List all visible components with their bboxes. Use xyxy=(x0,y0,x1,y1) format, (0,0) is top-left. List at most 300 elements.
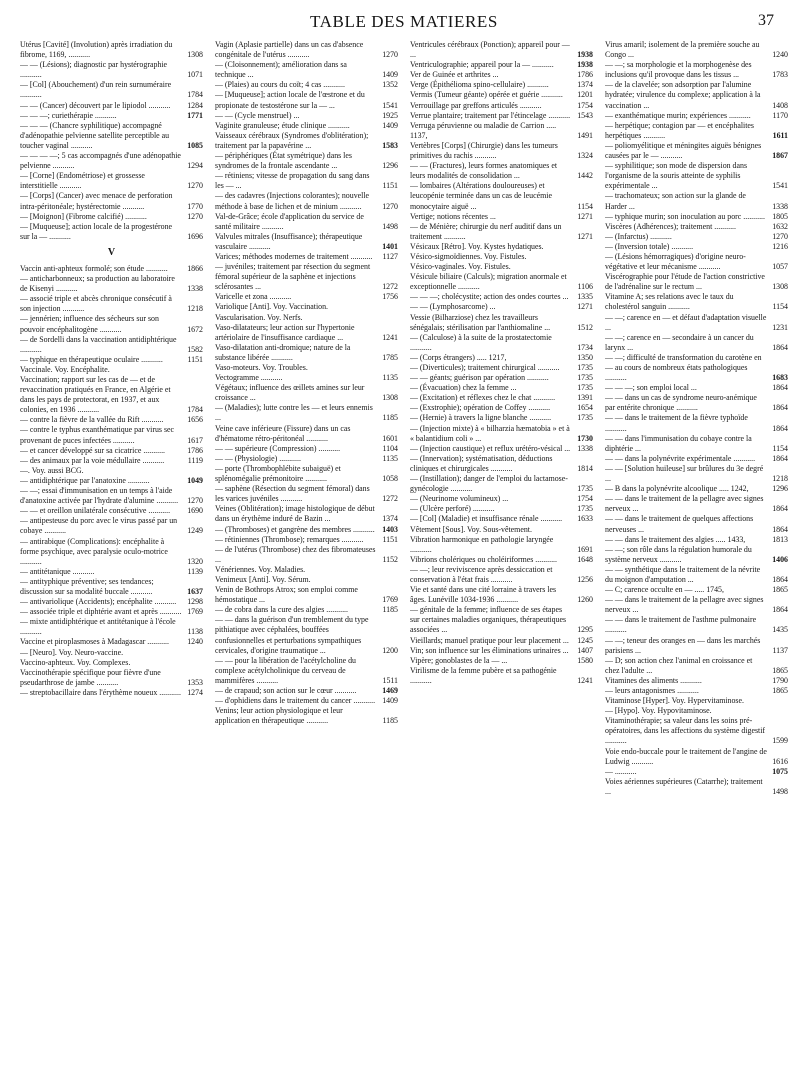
index-entry xyxy=(605,242,788,252)
entry-page-number: 1805 xyxy=(772,211,788,221)
index-entry xyxy=(410,181,593,211)
entry-page-number: 1218 xyxy=(772,474,788,484)
index-columns xyxy=(20,40,788,1070)
entry-text: — associé triple et abcès chronique consécutif à son injection ........... xyxy=(20,294,172,314)
index-entry xyxy=(410,656,593,666)
entry-page-number: 1784 xyxy=(187,405,203,415)
entry-text: — [Col] (Abouchement) d'un rein surnuméraire ........... xyxy=(20,80,172,100)
index-entry xyxy=(215,545,398,565)
entry-page-number: 1231 xyxy=(772,322,788,332)
index-entry xyxy=(410,393,593,403)
index-entry xyxy=(20,658,203,668)
index-entry xyxy=(215,424,398,444)
index-entry xyxy=(20,648,203,658)
entry-text: — — dans le traitement de l'asthme pulmonaire ........... xyxy=(605,615,757,635)
entry-page-number: 1241 xyxy=(382,332,398,342)
index-entry xyxy=(605,222,788,232)
index-entry xyxy=(605,121,788,141)
index-entry xyxy=(215,525,398,535)
entry-page-number: 1249 xyxy=(187,526,203,536)
index-entry xyxy=(410,121,593,141)
entry-text: — rétiniens; vitesse de propagation du sang dans les — ... xyxy=(215,171,370,191)
entry-text: — —; son rôle dans la régulation humorale du système nerveux ........... xyxy=(605,544,752,564)
index-entry xyxy=(20,151,203,171)
index-entry xyxy=(410,494,593,504)
entry-page-number: 1270 xyxy=(187,496,203,506)
entry-text: — porte (Thrombophlébite subaiguë) et splénomégalie prémonitoire ........... xyxy=(215,463,341,484)
index-entry xyxy=(605,80,788,110)
index-entry xyxy=(20,668,203,688)
index-entry xyxy=(20,191,203,211)
entry-text: — génitale de la femme; influence de ses étapes sur certaines maladies organiques, thérapeutiques associées ... xyxy=(410,605,567,635)
entry-text: Vieillards; manuel pratique pour leur placement ... xyxy=(410,635,569,645)
entry-text: — de la clavelée; son adsorption par l'alumine hydratée; virulence du complexe; application à la vaccination ... xyxy=(605,80,761,110)
entry-page-number: 1324 xyxy=(577,151,593,161)
entry-page-number: 1272 xyxy=(382,282,398,292)
entry-page-number: 1391 xyxy=(577,393,593,403)
entry-page-number: 1408 xyxy=(772,100,788,110)
entry-text: — lombaires (Altérations douloureuses) et leucopénie terminée dans un cas de leucémie monocytaire aiguë ... xyxy=(410,181,552,211)
entry-text: — —; teneur des oranges en — dans les marchés parisiens ... xyxy=(605,635,761,655)
entry-page-number: 1469 xyxy=(382,686,398,695)
index-entry xyxy=(20,101,203,111)
entry-page-number: 1154 xyxy=(772,302,788,312)
entry-page-number: 1185 xyxy=(382,716,398,726)
entry-text: Utérus [Cavité] (Involution) après irradiation du fibrome, 1169, ........... xyxy=(20,40,173,60)
entry-text: Vésicule biliaire (Calculs); migration anormale et exceptionnelle ........... xyxy=(410,272,567,292)
entry-text: Ventricules cérébraux (Ponction); appareil pour — ... xyxy=(410,40,570,60)
index-entry xyxy=(20,355,203,365)
entry-page-number: 1284 xyxy=(187,100,203,110)
index-entry xyxy=(20,314,203,334)
entry-text: — —; carence en — et défaut d'adaptation visuelle ... xyxy=(605,312,767,332)
index-entry xyxy=(410,666,593,686)
index-entry xyxy=(410,413,593,423)
entry-text: — — dans la polynévrite expérimentale ........... xyxy=(605,453,756,463)
entry-text: Val-de-Grâce; école d'application du service de santé militaire ........... xyxy=(215,211,364,231)
entry-page-number: 1374 xyxy=(382,514,398,524)
entry-page-number: 1864 xyxy=(772,403,788,413)
index-entry xyxy=(215,535,398,545)
entry-text: Vaso-dilatation anti-dromique; nature de la substance libérée ........... xyxy=(215,342,351,362)
index-entry xyxy=(20,60,203,80)
entry-page-number: 1057 xyxy=(772,262,788,272)
index-entry xyxy=(215,313,398,323)
entry-text: Vibration harmonique en pathologie laryngée ........... xyxy=(410,534,554,554)
entry-text: — et cancer développé sur sa cicatrice ........... xyxy=(20,445,166,455)
entry-page-number: 1135 xyxy=(382,453,398,463)
index-entry xyxy=(410,383,593,393)
entry-text: Virilisme de la femme pubère et sa pathogénie ........... xyxy=(410,665,557,685)
entry-text: — (Instillation); danger de l'emploi du lactamose-gynécologie ........... xyxy=(410,474,568,494)
entry-page-number: 1256 xyxy=(577,574,593,584)
index-entry xyxy=(410,212,593,222)
entry-page-number: 1735 xyxy=(577,484,593,494)
entry-page-number: 1271 xyxy=(577,302,593,312)
entry-page-number: 1308 xyxy=(382,393,398,403)
index-entry xyxy=(20,335,203,355)
entry-text: — exanthématique murin; expériences ........... xyxy=(605,110,751,120)
entry-page-number: 1784 xyxy=(187,90,203,100)
entry-text: —. Voy. aussi BCG. xyxy=(20,465,84,475)
entry-text: — mixte antidiphtérique et antitétanique à l'école ........... xyxy=(20,617,176,637)
entry-text: — (Ulcère perforé) ........... xyxy=(410,504,495,514)
entry-page-number: 1409 xyxy=(382,696,398,706)
index-entry xyxy=(20,446,203,456)
entry-text: Venin de Bothrops Atrox; son emploi comme hémostatique ... xyxy=(215,585,358,605)
index-entry xyxy=(215,323,398,343)
index-entry xyxy=(605,292,788,312)
entry-page-number: 1270 xyxy=(187,211,203,221)
entry-text: Veines (Oblitération); image histologique de début dans un érythème induré de Bazin ... xyxy=(215,504,375,524)
entry-text: — herpétique; contagion par — et encéphalites herpétiques ........... xyxy=(605,120,754,140)
entry-page-number: 1656 xyxy=(187,415,203,425)
entry-page-number: 1865 xyxy=(772,686,788,695)
entry-text: Virus amaril; isolement de la première souche au Congo ... xyxy=(605,40,760,60)
entry-page-number: 1756 xyxy=(382,292,398,302)
index-entry xyxy=(410,262,593,272)
entry-text: — ........... xyxy=(605,766,637,776)
index-entry xyxy=(410,585,593,605)
entry-text: Viscérographie pour l'étude de l'action constrictive de l'adrénaline sur le rectum ... xyxy=(605,272,765,292)
entry-text: — B dans la polynévrite alcoolique ..... 1242, xyxy=(605,484,749,494)
index-entry xyxy=(605,313,788,333)
entry-page-number: 1583 xyxy=(382,140,398,150)
index-entry xyxy=(20,567,203,577)
index-entry xyxy=(20,375,203,415)
entry-page-number: 1139 xyxy=(187,566,203,576)
index-entry xyxy=(215,262,398,292)
index-entry xyxy=(410,70,593,80)
entry-page-number: 1200 xyxy=(382,645,398,655)
entry-text: Vaccinale. Voy. Encéphalite. xyxy=(20,364,110,374)
index-entry xyxy=(20,466,203,476)
index-entry xyxy=(605,383,788,393)
index-entry xyxy=(20,637,203,647)
index-entry xyxy=(410,60,593,70)
entry-page-number: 1271 xyxy=(577,211,593,221)
index-entry xyxy=(20,597,203,607)
entry-text: Vaccin anti-aphteux formolé; son étude ........... xyxy=(20,263,168,273)
entry-text: — — —; cholécystite; action des ondes courtes ... xyxy=(410,292,569,302)
entry-text: Verrouillage par greffons articulés ........... xyxy=(410,100,542,110)
index-entry xyxy=(605,636,788,656)
entry-page-number: 1864 xyxy=(772,383,788,393)
index-entry xyxy=(410,292,593,302)
index-entry xyxy=(215,403,398,423)
entry-text: — (Évacuation) chez la femme ... xyxy=(410,383,517,393)
entry-text: Vaso-moteurs. Voy. Troubles. xyxy=(215,363,308,372)
entry-page-number: 1786 xyxy=(187,445,203,455)
index-entry xyxy=(410,504,593,514)
index-entry xyxy=(20,577,203,597)
entry-text: Végétaux; influence des œillets amines sur leur croissance ... xyxy=(215,383,365,403)
entry-page-number: 1771 xyxy=(187,110,203,120)
entry-text: Vessie (Bilharziose) chez les travailleurs sénégalais; stérilisation par l'anthiomaline ... xyxy=(410,312,551,332)
entry-page-number: 1435 xyxy=(772,625,788,635)
entry-text: — associée triple et diphtérie avant et après ........... xyxy=(20,607,182,617)
entry-text: Varices; méthodes modernes de traitement ........... xyxy=(215,251,373,261)
entry-page-number: 1270 xyxy=(772,231,788,241)
index-entry xyxy=(215,504,398,524)
entry-page-number: 1616 xyxy=(772,756,788,766)
entry-text: Vibrions cholériques ou choléiriformes ........... xyxy=(410,554,558,564)
entry-text: — de Ménière; chirurgie du nerf auditif dans un traitement ........... xyxy=(410,221,562,241)
index-entry xyxy=(410,242,593,252)
entry-page-number: 1672 xyxy=(187,324,203,334)
index-entry xyxy=(215,686,398,696)
index-entry xyxy=(605,40,788,60)
index-entry xyxy=(215,656,398,686)
entry-text: — saphène (Résection du segment fémoral) dans les varices juvéniles ........... xyxy=(215,484,370,504)
index-entry xyxy=(605,535,788,545)
entry-text: — — (Lésions); diagnostic par hystérographie ........... xyxy=(20,60,168,80)
entry-text: — (Injection caustique) et reflux urétéro-vésical ... xyxy=(410,443,571,453)
page-number: 37 xyxy=(758,12,774,29)
index-entry xyxy=(410,333,593,353)
entry-text: — [Muqueuse]; action locale de la progestérone sur la — ........... xyxy=(20,221,173,241)
entry-page-number: 1654 xyxy=(577,403,593,413)
entry-text: — des cadavres (Injections colorantes); nouvelle méthode à base de lichen et de minium ........... xyxy=(215,191,370,211)
entry-page-number: 1690 xyxy=(187,506,203,516)
entry-page-number: 1216 xyxy=(772,241,788,251)
entry-page-number: 1075 xyxy=(772,766,788,776)
entry-page-number: 1783 xyxy=(772,70,788,80)
entry-page-number: 1617 xyxy=(187,435,203,445)
entry-text: — antidiphtérique par l'anatoxine ........... xyxy=(20,475,150,485)
index-entry xyxy=(605,333,788,353)
index-entry xyxy=(215,454,398,464)
entry-page-number: 1683 xyxy=(772,373,788,383)
entry-page-number: 1154 xyxy=(577,201,593,211)
entry-text: — [Corne] (Endométriose) et grossesse interstitielle ........... xyxy=(20,171,145,191)
entry-page-number: 1308 xyxy=(187,50,203,60)
entry-page-number: 1498 xyxy=(772,786,788,796)
entry-page-number: 1865 xyxy=(772,585,788,595)
entry-page-number: 1154 xyxy=(772,443,788,453)
entry-text: — — (Cancer) découvert par le lipiodol ........... xyxy=(20,100,171,110)
index-entry xyxy=(215,565,398,575)
entry-text: — — dans l'immunisation du cobaye contre la diphtérie ... xyxy=(605,433,752,453)
index-entry xyxy=(410,636,593,646)
entry-page-number: 1119 xyxy=(187,455,203,465)
entry-page-number: 1241 xyxy=(577,675,593,685)
entry-page-number: 1491 xyxy=(577,130,593,140)
entry-text: Vaso-dilatateurs; leur action sur l'hypertonie artériolaire de l'insuffisance cardiaque ... xyxy=(215,322,355,342)
index-entry xyxy=(410,252,593,262)
entry-page-number: 1407 xyxy=(577,645,593,655)
index-entry xyxy=(410,605,593,635)
entry-page-number: 1865 xyxy=(772,665,788,675)
entry-page-number: 1218 xyxy=(187,304,203,314)
index-entry xyxy=(215,292,398,302)
entry-page-number: 1735 xyxy=(577,373,593,383)
entry-page-number: 1541 xyxy=(382,100,398,110)
index-entry xyxy=(605,252,788,272)
entry-text: Vaginite granuleuse; étude clinique ........... xyxy=(215,120,350,130)
entry-text: Vésicaux [Rétro]. Voy. Kystes hydatiques. xyxy=(410,241,544,251)
entry-page-number: 1790 xyxy=(772,675,788,685)
entry-text: — contre le typhus exanthématique par virus sec provenant de puces infectées ........... xyxy=(20,425,175,445)
index-entry xyxy=(605,706,788,716)
entry-text: Vitaminothérapie; sa valeur dans les soins pré-opératoires, dans les affections du système digestif ........... xyxy=(605,716,766,746)
index-entry xyxy=(410,302,593,312)
index-entry xyxy=(605,585,788,595)
entry-text: — (Plaies) au cours du coït; 4 cas ........... xyxy=(215,80,345,90)
entry-text: Vin; son influence sur les éliminations urinaires ... xyxy=(410,645,569,655)
entry-text: Vésico-vaginales. Voy. Fistules. xyxy=(410,262,511,272)
index-entry xyxy=(605,413,788,433)
index-entry xyxy=(410,141,593,161)
entry-text: Vésico-sigmoïdiennes. Voy. Fistules. xyxy=(410,251,527,261)
entry-text: Venimeux [Anti]. Voy. Sérum. xyxy=(215,574,311,584)
index-entry xyxy=(215,111,398,121)
entry-page-number: 1814 xyxy=(577,463,593,473)
index-entry xyxy=(605,615,788,635)
index-entry xyxy=(605,212,788,222)
entry-page-number: 1137 xyxy=(772,645,788,655)
entry-text: Vitamines des aliments ........... xyxy=(605,675,702,685)
index-entry xyxy=(215,60,398,80)
index-entry xyxy=(605,434,788,454)
entry-text: — — et oreillon unilatérale consécutive ........... xyxy=(20,506,171,516)
index-entry xyxy=(215,232,398,252)
entry-page-number: 1058 xyxy=(382,474,398,484)
entry-text: Vaccinothérapie spécifique pour fièvre d'une pseudarthrose de jambe ........... xyxy=(20,667,161,687)
entry-text: — — géants; guérison par opération ........... xyxy=(410,373,549,383)
index-entry xyxy=(20,294,203,314)
entry-text: — — dans un cas de syndrome neuro-anémique par entérite chronique ........... xyxy=(605,393,757,413)
entry-page-number: 1938 xyxy=(577,60,593,70)
entry-text: — (Exstrophie); opération de Coffey ........... xyxy=(410,403,551,413)
entry-page-number: 1754 xyxy=(577,494,593,504)
entry-text: — — — —; 5 cas accompagnés d'une adénopathie pelvienne ........... xyxy=(20,151,181,171)
entry-page-number: 1352 xyxy=(382,80,398,90)
index-entry xyxy=(605,545,788,565)
index-entry xyxy=(605,484,788,494)
entry-page-number: 1350 xyxy=(577,352,593,362)
entry-page-number: 1374 xyxy=(577,80,593,90)
entry-text: — — (Lymphosarcome) ... xyxy=(410,302,496,312)
entry-text: — — supérieure (Compression) ........... xyxy=(215,443,341,453)
entry-text: Vaccination; rapport sur les cas de — et de revaccination pratiqués en France, en Algérie et dans les pays de protectorat, en 1937, et aux colonies, en 1936 ........... xyxy=(20,375,171,415)
entry-text: — juvéniles; traitement par résection du segment fémoral supérieur de la saphène et injections sclérosantes ... xyxy=(215,262,371,292)
entry-text: — (Maladies); lutte contre les — et leurs ennemis ... xyxy=(215,403,373,423)
entry-text: Verruga péruvienne ou maladie de Carrion ..... 1137, xyxy=(410,120,557,140)
index-entry xyxy=(410,514,593,524)
entry-page-number: 1085 xyxy=(187,140,203,150)
index-entry xyxy=(215,302,398,312)
entry-text: — C; carence occulte en — ..... 1745, xyxy=(605,585,724,595)
entry-text: — (Lésions hémorragiques) d'origine neuro-végétative et leur mécanisme ........... xyxy=(605,251,746,272)
entry-page-number: 1866 xyxy=(187,263,203,273)
index-entry xyxy=(410,80,593,90)
index-entry xyxy=(605,747,788,767)
entry-text: Ver de Guinée et arthrites ... xyxy=(410,70,499,80)
entry-page-number: 1308 xyxy=(772,282,788,292)
entry-page-number: 1270 xyxy=(382,50,398,60)
entry-page-number: 1541 xyxy=(772,181,788,191)
entry-page-number: 1580 xyxy=(577,655,593,665)
entry-text: — [Corps] (Cancer) avec menace de perforation intra-péritonéale; hystérectomie ........... xyxy=(20,191,173,211)
entry-text: — — dans le traitement de la pellagre avec signes nerveux ... xyxy=(605,595,764,615)
index-entry xyxy=(605,656,788,676)
entry-text: — — dans le traitement de la fièvre typhoïde ........... xyxy=(605,413,748,433)
index-entry xyxy=(215,696,398,706)
index-column-4 xyxy=(605,40,788,1070)
index-entry xyxy=(215,615,398,655)
entry-text: Vertèbres [Corps] (Chirurgie) dans les tumeurs primitives du rachis ........... xyxy=(410,140,558,161)
entry-text: — antivariolique (Accidents); encéphalite ........... xyxy=(20,597,177,607)
entry-text: Vertige; notions récentes ... xyxy=(410,211,496,221)
entry-page-number: 1730 xyxy=(577,433,593,443)
index-entry xyxy=(605,595,788,615)
index-entry xyxy=(605,141,788,161)
index-entry xyxy=(410,222,593,242)
entry-page-number: 1071 xyxy=(187,70,203,80)
index-entry xyxy=(20,688,203,698)
section-letter: V xyxy=(107,246,116,258)
index-entry xyxy=(20,456,203,466)
entry-page-number: 1754 xyxy=(577,100,593,110)
entry-text: — — synthétique dans le traitement de la névrite du moignon d'amputation ... xyxy=(605,564,761,584)
entry-page-number: 1260 xyxy=(577,595,593,605)
index-entry xyxy=(410,454,593,474)
entry-page-number: 1867 xyxy=(772,151,788,161)
entry-page-number: 1409 xyxy=(382,120,398,130)
entry-text: — — (Physiologie) ........... xyxy=(215,453,301,463)
entry-page-number: 1770 xyxy=(187,201,203,211)
index-entry xyxy=(410,403,593,413)
index-entry xyxy=(20,516,203,536)
entry-text: — antipesteuse du porc avec le virus passé par un cobaye ........... xyxy=(20,516,178,536)
index-entry xyxy=(410,474,593,494)
entry-text: — périphériques (État symétrique) dans les syndromes de la frontale ascendante ... xyxy=(215,151,352,171)
index-column-1 xyxy=(20,40,203,1070)
entry-page-number: 1127 xyxy=(382,251,398,261)
entry-page-number: 1403 xyxy=(382,524,398,534)
entry-text: — (Infarctus) ........... xyxy=(605,231,672,241)
entry-page-number: 1864 xyxy=(772,342,788,352)
index-entry xyxy=(410,525,593,535)
entry-text: — (Injection mixte) à « bilharzia hæmatobia » et à « balantidium coli » ... xyxy=(410,423,570,443)
entry-page-number: 1271 xyxy=(577,231,593,241)
index-entry xyxy=(215,605,398,615)
index-entry xyxy=(20,607,203,617)
entry-text: — antityphique préventive; ses tendances; discussion sur sa modalité buccale ........... xyxy=(20,576,154,596)
entry-text: Vitaminose [Hyper]. Voy. Hypervitaminose. xyxy=(605,696,744,706)
index-entry xyxy=(410,101,593,111)
entry-text: Vénériennes. Voy. Maladies. xyxy=(215,564,306,574)
entry-text: — — — (Chancre syphilitique) accompagné d'adénopathie pelvienne satellite perceptible au toucher vaginal ........... xyxy=(20,120,170,150)
entry-page-number: 1864 xyxy=(772,423,788,433)
entry-page-number: 1338 xyxy=(772,201,788,211)
entry-page-number: 1151 xyxy=(382,181,398,191)
entry-page-number: 1106 xyxy=(577,282,593,292)
index-entry xyxy=(410,373,593,383)
entry-text: Verge (Épithélioma spino-cellulaire) ........... xyxy=(410,80,549,90)
entry-text: Veine cave inférieure (Fissure) dans un cas d'hématome rétro-péritonéal ........... xyxy=(215,423,351,443)
entry-page-number: 1864 xyxy=(772,605,788,615)
entry-page-number: 1786 xyxy=(577,70,593,80)
index-entry xyxy=(605,777,788,797)
entry-text: — (Inversion totale) ........... xyxy=(605,241,694,251)
entry-page-number: 1734 xyxy=(577,342,593,352)
entry-text: — — —; curiethérapie ........... xyxy=(20,110,117,120)
index-entry xyxy=(215,151,398,171)
entry-page-number: 1185 xyxy=(382,413,398,423)
entry-text: Vaccine et piroplasmoses à Madagascar ........... xyxy=(20,637,169,647)
